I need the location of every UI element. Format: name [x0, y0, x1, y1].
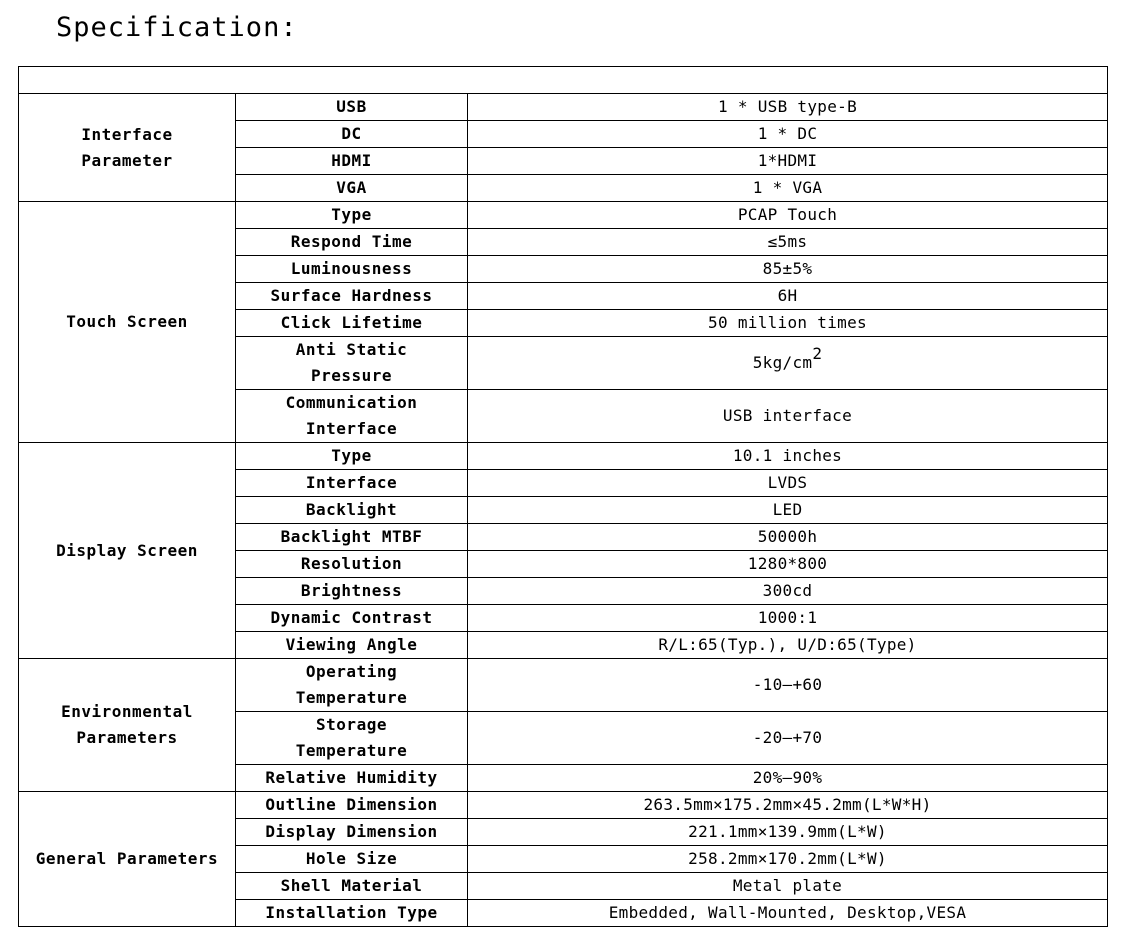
param-value: -20—+70	[468, 712, 1108, 765]
param-name: Relative Humidity	[236, 765, 468, 792]
param-value: 1 * DC	[468, 121, 1108, 148]
param-value: Metal plate	[468, 873, 1108, 900]
param-value: PCAP Touch	[468, 202, 1108, 229]
group-label: Interface Parameter	[19, 94, 236, 202]
param-name: Storage Temperature	[236, 712, 468, 765]
param-value: LVDS	[468, 470, 1108, 497]
param-value: 1000:1	[468, 605, 1108, 632]
specification-table	[18, 66, 1108, 927]
param-value: 6H	[468, 283, 1108, 310]
param-name: Click Lifetime	[236, 310, 468, 337]
param-name: DC	[236, 121, 468, 148]
table-row	[19, 792, 1108, 819]
param-value: 263.5mm×175.2mm×45.2mm(L*W*H)	[468, 792, 1108, 819]
empty-header-cell	[19, 67, 1108, 94]
param-value: LED	[468, 497, 1108, 524]
page-title: Specification:	[56, 12, 298, 43]
param-value: 20%—90%	[468, 765, 1108, 792]
table-row	[19, 659, 1108, 712]
param-value: 1 * VGA	[468, 175, 1108, 202]
param-value: 1*HDMI	[468, 148, 1108, 175]
param-value: 50000h	[468, 524, 1108, 551]
param-name: Outline Dimension	[236, 792, 468, 819]
param-value: ≤5ms	[468, 229, 1108, 256]
param-value: 1 * USB type-B	[468, 94, 1108, 121]
param-value	[468, 337, 1108, 390]
param-value: 85±5%	[468, 256, 1108, 283]
param-value: 258.2mm×170.2mm(L*W)	[468, 846, 1108, 873]
param-name: Installation Type	[236, 900, 468, 927]
group-label: Display Screen	[19, 443, 236, 659]
param-name: Backlight	[236, 497, 468, 524]
param-name: Type	[236, 202, 468, 229]
param-name: Resolution	[236, 551, 468, 578]
param-value: 300cd	[468, 578, 1108, 605]
param-value: USB interface	[468, 390, 1108, 443]
param-name: Operating Temperature	[236, 659, 468, 712]
param-value: R/L:65(Typ.), U/D:65(Type)	[468, 632, 1108, 659]
param-name: VGA	[236, 175, 468, 202]
param-name: Communication Interface	[236, 390, 468, 443]
param-value: 10.1 inches	[468, 443, 1108, 470]
param-name: USB	[236, 94, 468, 121]
value-base: 5kg/cm	[752, 353, 813, 372]
value-superscript: 2	[812, 344, 823, 363]
param-name: Dynamic Contrast	[236, 605, 468, 632]
param-name: Brightness	[236, 578, 468, 605]
param-name: Interface	[236, 470, 468, 497]
param-name: Type	[236, 443, 468, 470]
param-name: Anti Static Pressure	[236, 337, 468, 390]
table-row	[19, 443, 1108, 470]
param-name: HDMI	[236, 148, 468, 175]
param-name: Backlight MTBF	[236, 524, 468, 551]
param-name: Surface Hardness	[236, 283, 468, 310]
param-name: Shell Material	[236, 873, 468, 900]
param-name: Respond Time	[236, 229, 468, 256]
group-label: General Parameters	[19, 792, 236, 927]
param-name: Luminousness	[236, 256, 468, 283]
group-label: Touch Screen	[19, 202, 236, 443]
param-name: Hole Size	[236, 846, 468, 873]
param-value: 50 million times	[468, 310, 1108, 337]
param-value: 1280*800	[468, 551, 1108, 578]
param-value: -10—+60	[468, 659, 1108, 712]
param-name: Viewing Angle	[236, 632, 468, 659]
param-name: Display Dimension	[236, 819, 468, 846]
param-value: Embedded, Wall-Mounted, Desktop,VESA	[468, 900, 1108, 927]
table-row	[19, 202, 1108, 229]
param-value: 221.1mm×139.9mm(L*W)	[468, 819, 1108, 846]
table-header-row	[19, 67, 1108, 94]
group-label: Environmental Parameters	[19, 659, 236, 792]
table-row	[19, 94, 1108, 121]
